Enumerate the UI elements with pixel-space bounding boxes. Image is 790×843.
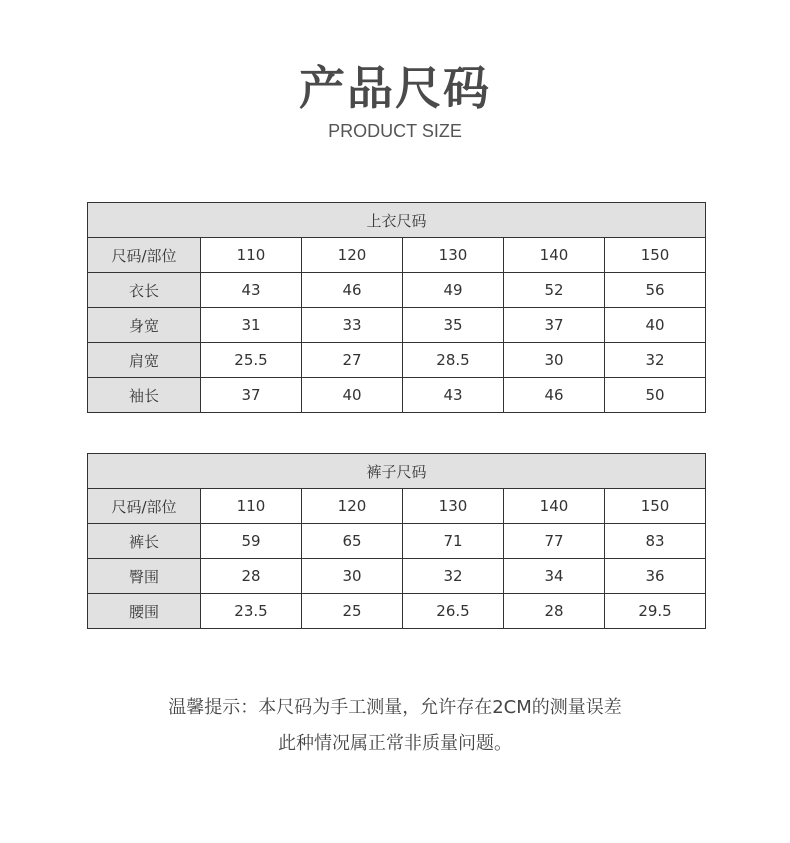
corner-label: 尺码/部位 [88, 489, 201, 524]
size-header: 140 [504, 489, 605, 524]
table-caption-row [88, 203, 706, 238]
row-label: 腰围 [88, 594, 201, 629]
table-header-row [88, 238, 706, 273]
table-cell: 33 [302, 308, 403, 343]
table-cell: 28 [504, 594, 605, 629]
table-row [88, 524, 706, 559]
size-header: 130 [403, 238, 504, 273]
size-header: 140 [504, 238, 605, 273]
row-label: 肩宽 [88, 343, 201, 378]
table-cell: 36 [605, 559, 706, 594]
table-row [88, 559, 706, 594]
table-cell: 77 [504, 524, 605, 559]
table-cell: 43 [201, 273, 302, 308]
row-label: 臀围 [88, 559, 201, 594]
table-cell: 23.5 [201, 594, 302, 629]
size-header: 110 [201, 489, 302, 524]
row-label: 身宽 [88, 308, 201, 343]
table-cell: 43 [403, 378, 504, 413]
pants-table-caption: 裤子尺码 [88, 454, 706, 489]
size-header: 110 [201, 238, 302, 273]
page-subtitle: PRODUCT SIZE [328, 121, 462, 141]
table-cell: 40 [605, 308, 706, 343]
size-header: 130 [403, 489, 504, 524]
table-cell: 56 [605, 273, 706, 308]
table-cell: 71 [403, 524, 504, 559]
table-cell: 27 [302, 343, 403, 378]
table-cell: 65 [302, 524, 403, 559]
row-label: 袖长 [88, 378, 201, 413]
table-cell: 25 [302, 594, 403, 629]
table-cell: 40 [302, 378, 403, 413]
table-cell: 31 [201, 308, 302, 343]
tops-table-caption: 上衣尺码 [88, 203, 706, 238]
table-cell: 46 [504, 378, 605, 413]
size-header: 120 [302, 238, 403, 273]
size-header: 120 [302, 489, 403, 524]
corner-label: 尺码/部位 [88, 238, 201, 273]
table-cell: 37 [504, 308, 605, 343]
table-header-row [88, 489, 706, 524]
table-cell: 35 [403, 308, 504, 343]
table-row [88, 308, 706, 343]
table-row [88, 273, 706, 308]
table-cell: 28 [201, 559, 302, 594]
table-cell: 52 [504, 273, 605, 308]
measurement-note: 温馨提示：本尺码为手工测量，允许存在2CM的测量误差 [168, 697, 622, 718]
table-cell: 30 [504, 343, 605, 378]
table-cell: 30 [302, 559, 403, 594]
table-cell: 32 [403, 559, 504, 594]
pants-size-table [87, 453, 706, 629]
table-row [88, 378, 706, 413]
table-cell: 59 [201, 524, 302, 559]
table-cell: 46 [302, 273, 403, 308]
size-header: 150 [605, 489, 706, 524]
table-cell: 25.5 [201, 343, 302, 378]
table-cell: 32 [605, 343, 706, 378]
size-header: 150 [605, 238, 706, 273]
table-cell: 34 [504, 559, 605, 594]
tops-size-table [87, 202, 706, 413]
table-cell: 37 [201, 378, 302, 413]
table-cell: 49 [403, 273, 504, 308]
measurement-note-continued: 此种情况属正常非质量问题。 [278, 733, 512, 754]
table-row [88, 594, 706, 629]
table-cell: 28.5 [403, 343, 504, 378]
table-cell: 26.5 [403, 594, 504, 629]
page-title: 产品尺码 [299, 61, 491, 115]
table-cell: 29.5 [605, 594, 706, 629]
row-label: 裤长 [88, 524, 201, 559]
table-caption-row [88, 454, 706, 489]
table-row [88, 343, 706, 378]
table-cell: 50 [605, 378, 706, 413]
table-cell: 83 [605, 524, 706, 559]
row-label: 衣长 [88, 273, 201, 308]
